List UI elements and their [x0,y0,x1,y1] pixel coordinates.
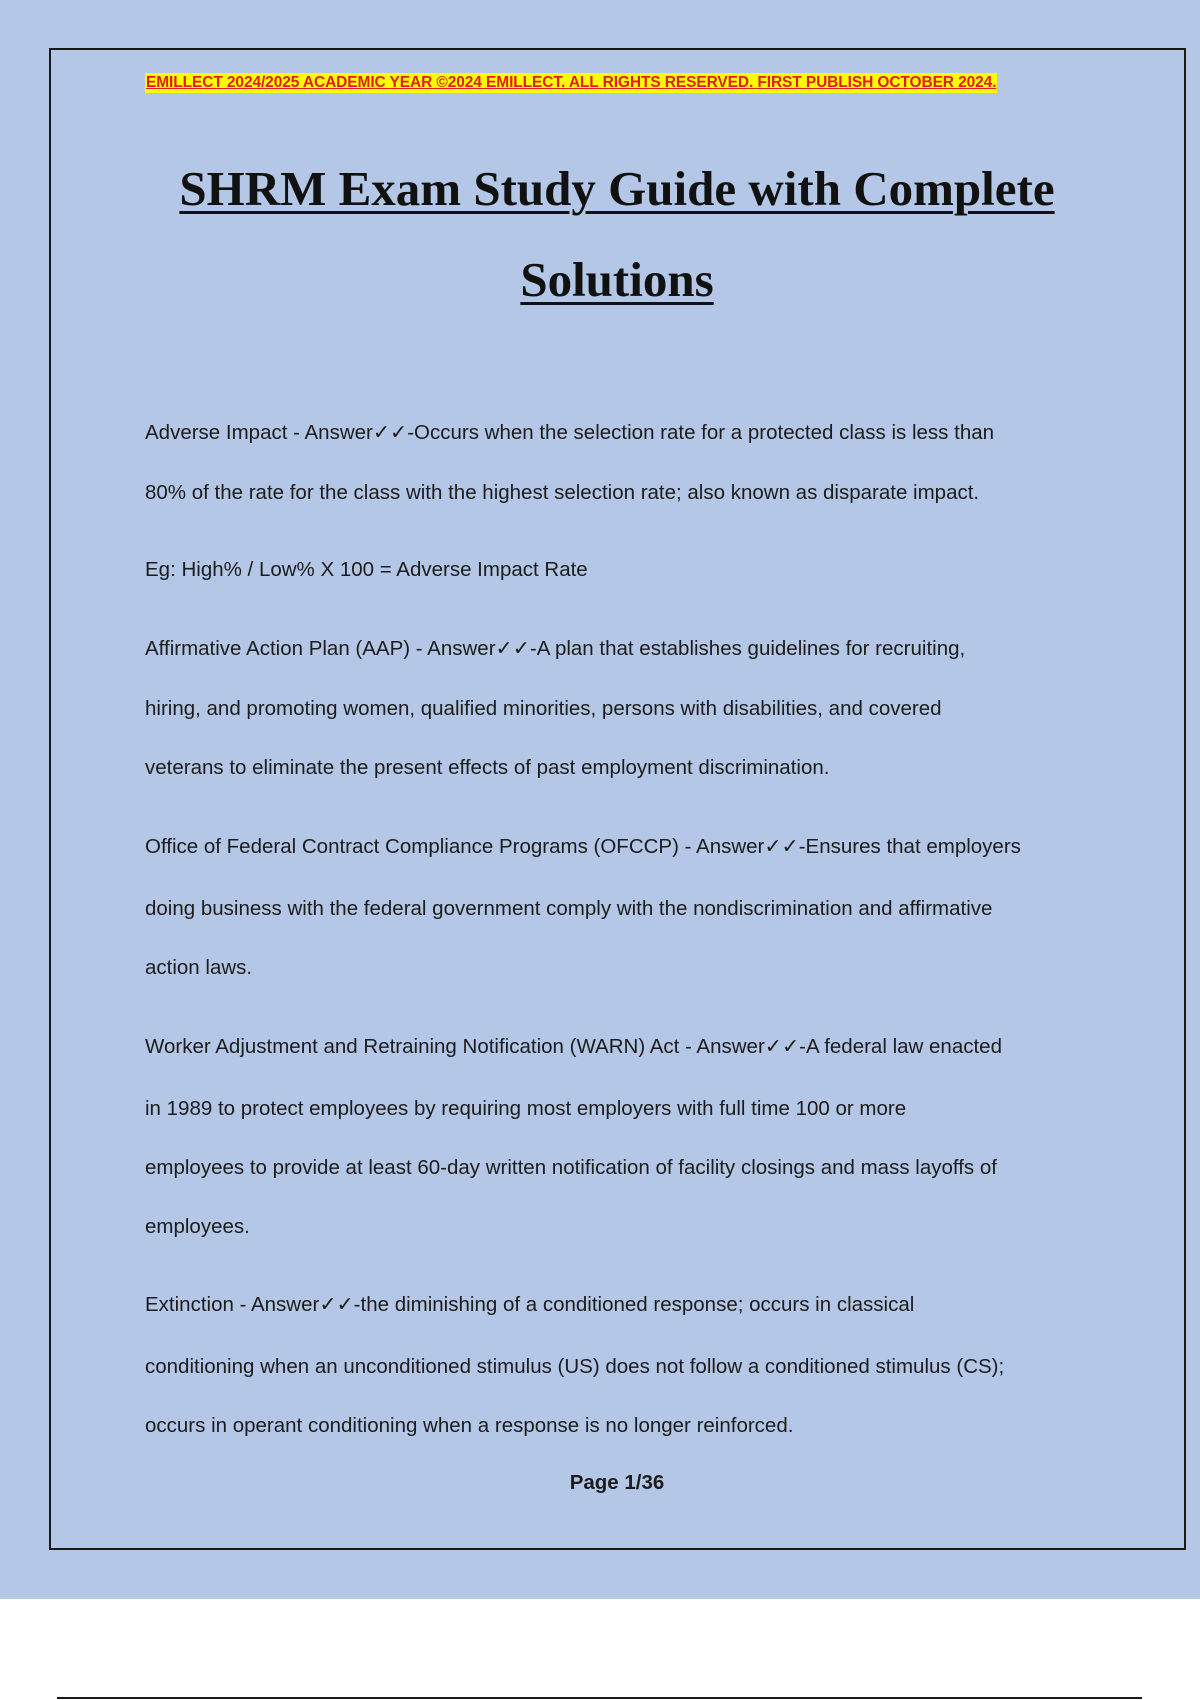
entry-extinction-line-1: Extinction - Answer✓✓-the diminishing of a conditioned response; occurs in classical [145,1293,915,1316]
entry-warn-line-2: in 1989 to protect employees by requiring most employers with full time 100 or more [145,1097,907,1120]
entry-ofccp-line-2: doing business with the federal government comply with the nondiscrimination and affirmative [145,897,993,920]
page-title-line-1: SHRM Exam Study Guide with Complete [179,161,1055,216]
entry-example-line-1: Eg: High% / Low% X 100 = Adverse Impact Rate [145,558,588,581]
entry-aap-line-1: Affirmative Action Plan (AAP) - Answer✓✓-A plan that establishes guidelines for recruiting, [145,637,966,660]
page-number: Page 1/36 [569,1471,665,1494]
entry-warn-line-1: Worker Adjustment and Retraining Notification (WARN) Act - Answer✓✓-A federal law enacted [145,1035,1002,1058]
entry-aap-line-3: veterans to eliminate the present effects of past employment discrimination. [145,756,830,779]
entry-extinction-line-2: conditioning when an unconditioned stimulus (US) does not follow a conditioned stimulus (CS); [145,1355,1005,1378]
bottom-divider [57,1697,1142,1699]
copyright-notice: EMILLECT 2024/2025 ACADEMIC YEAR ©2024 EMILLECT. ALL RIGHTS RESERVED. FIRST PUBLISH OCTOBER 2024. [146,74,997,91]
entry-ofccp-line-3: action laws. [145,956,253,979]
entry-warn-line-3: employees to provide at least 60-day written notification of facility closings and mass layoffs of [145,1156,997,1179]
entry-extinction-line-3: occurs in operant conditioning when a response is no longer reinforced. [145,1414,794,1437]
entry-adverse-impact-line-1: Adverse Impact - Answer✓✓-Occurs when the selection rate for a protected class is less than [145,421,995,444]
entry-ofccp-line-1: Office of Federal Contract Compliance Programs (OFCCP) - Answer✓✓-Ensures that employers [145,835,1021,858]
entry-adverse-impact-line-2: 80% of the rate for the class with the highest selection rate; also known as disparate impact. [145,481,980,504]
page-title-line-2: Solutions [520,252,714,307]
entry-aap-line-2: hiring, and promoting women, qualified minorities, persons with disabilities, and covered [145,697,942,720]
entry-warn-line-4: employees. [145,1215,250,1238]
